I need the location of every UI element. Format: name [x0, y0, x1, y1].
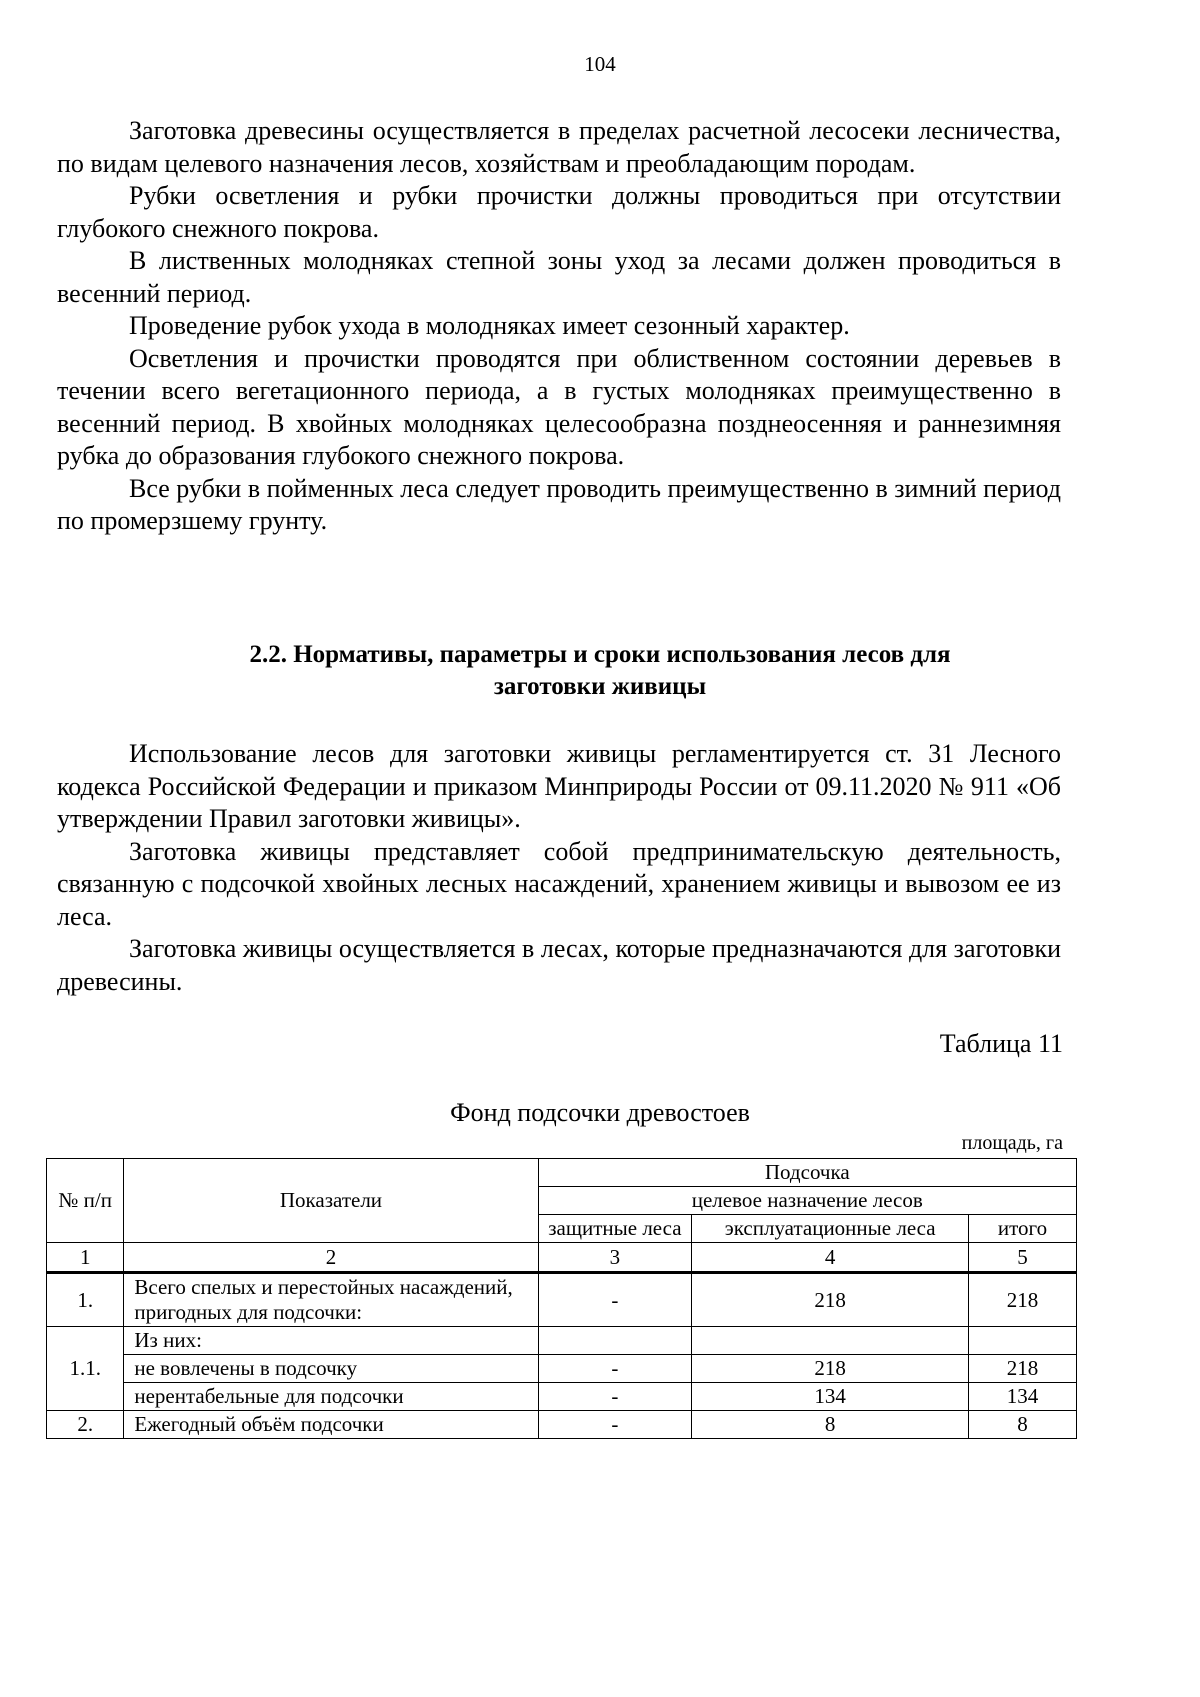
- header-total: итого: [969, 1215, 1077, 1243]
- row-total: [969, 1327, 1077, 1355]
- table-title: Фонд подсочки древостоев: [450, 1098, 750, 1127]
- table-row: [47, 1273, 1077, 1327]
- fund-table: [46, 1158, 1077, 1439]
- row-exploitation: [692, 1327, 969, 1355]
- row-exploitation: 134: [692, 1383, 969, 1411]
- row-protective: -: [538, 1355, 692, 1383]
- table-row: [47, 1355, 1077, 1383]
- column-number: 5: [969, 1243, 1077, 1273]
- row-total: 218: [969, 1355, 1077, 1383]
- row-label: нерентабельные для подсочки: [124, 1383, 538, 1411]
- row-protective: -: [538, 1273, 692, 1327]
- header-num: № п/п: [47, 1159, 124, 1243]
- row-label: Из них:: [124, 1327, 538, 1355]
- row-num: 1.: [47, 1273, 124, 1327]
- row-label: не вовлечены в подсочку: [124, 1355, 538, 1383]
- paragraph: Рубки осветления и рубки прочистки должны проводиться при отсутствии глубокого снежного покрова.: [57, 181, 1061, 243]
- paragraph: Заготовка древесины осуществляется в пределах расчетной лесосеки лесничества, по видам целевого назначения лесов, хозяйствам и преобладающим породам.: [57, 116, 1061, 178]
- row-total: 8: [969, 1411, 1077, 1439]
- paragraph: Все рубки в пойменных леса следует проводить преимущественно в зимний период по промерзшему грунту.: [57, 473, 1061, 535]
- table-label: Таблица 11: [939, 1029, 1063, 1058]
- table-row: [47, 1411, 1077, 1439]
- paragraph: Использование лесов для заготовки живицы регламентируется ст. 31 Лесного кодекса Российской Федерации и приказом Минприроды России от 09.11.2020 № 911 «Об утверждении Правил заготовки живицы».: [57, 739, 1061, 833]
- paragraph: Заготовка живицы представляет собой предпринимательскую деятельность, связанную с подсочкой хвойных лесных насаждений, хранением живицы и вывозом ее из леса.: [57, 836, 1061, 931]
- paragraph: В лиственных молодняках степной зоны уход за лесами должен проводиться в весенний период.: [57, 246, 1061, 308]
- row-total: 218: [969, 1273, 1077, 1327]
- table-unit: площадь, га: [961, 1132, 1063, 1154]
- header-exploitation: эксплуатационные леса: [692, 1215, 969, 1243]
- row-exploitation: 218: [692, 1355, 969, 1383]
- table-row: [47, 1327, 1077, 1355]
- section-heading-line: заготовки живицы: [493, 673, 707, 700]
- row-label: Всего спелых и перестойных насаждений, пригодных для подсочки:: [124, 1273, 538, 1327]
- row-protective: -: [538, 1383, 692, 1411]
- row-exploitation: 218: [692, 1273, 969, 1327]
- page-number: 104: [584, 52, 616, 76]
- paragraph: Проведение рубок ухода в молодняках имеет сезонный характер.: [129, 311, 850, 340]
- column-number: 3: [538, 1243, 692, 1273]
- row-protective: -: [538, 1411, 692, 1439]
- header-group: Подсочка: [538, 1159, 1076, 1187]
- row-exploitation: 8: [692, 1411, 969, 1439]
- row-protective: [538, 1327, 692, 1355]
- row-total: 134: [969, 1383, 1077, 1411]
- paragraph: Заготовка живицы осуществляется в лесах, которые предназначаются для заготовки древесины.: [57, 934, 1061, 996]
- row-num: 2.: [47, 1411, 124, 1439]
- section-heading: [0, 639, 1200, 703]
- paragraph: Осветления и прочистки проводятся при облиственном состоянии деревьев в течении всего вегетационного периода, а в густых молодняках преимущественно в весенний период. В хвойных молодняках целесообразна позднеосенняя и раннезимняя рубка до образования глубокого снежного покрова.: [57, 343, 1061, 470]
- table-row: [47, 1383, 1077, 1411]
- body-text-top: [57, 115, 1061, 538]
- column-number: 1: [47, 1243, 124, 1273]
- body-text-bottom: [57, 738, 1061, 998]
- column-number: 2: [124, 1243, 538, 1273]
- section-heading-line: 2.2. Нормативы, параметры и сроки использования лесов для: [249, 641, 951, 668]
- row-label: Ежегодный объём подсочки: [124, 1411, 538, 1439]
- header-subgroup: целевое назначение лесов: [538, 1187, 1076, 1215]
- column-number: 4: [692, 1243, 969, 1273]
- header-indicator: Показатели: [124, 1159, 538, 1243]
- header-protective: защитные леса: [538, 1215, 692, 1243]
- row-num: 1.1.: [47, 1327, 124, 1411]
